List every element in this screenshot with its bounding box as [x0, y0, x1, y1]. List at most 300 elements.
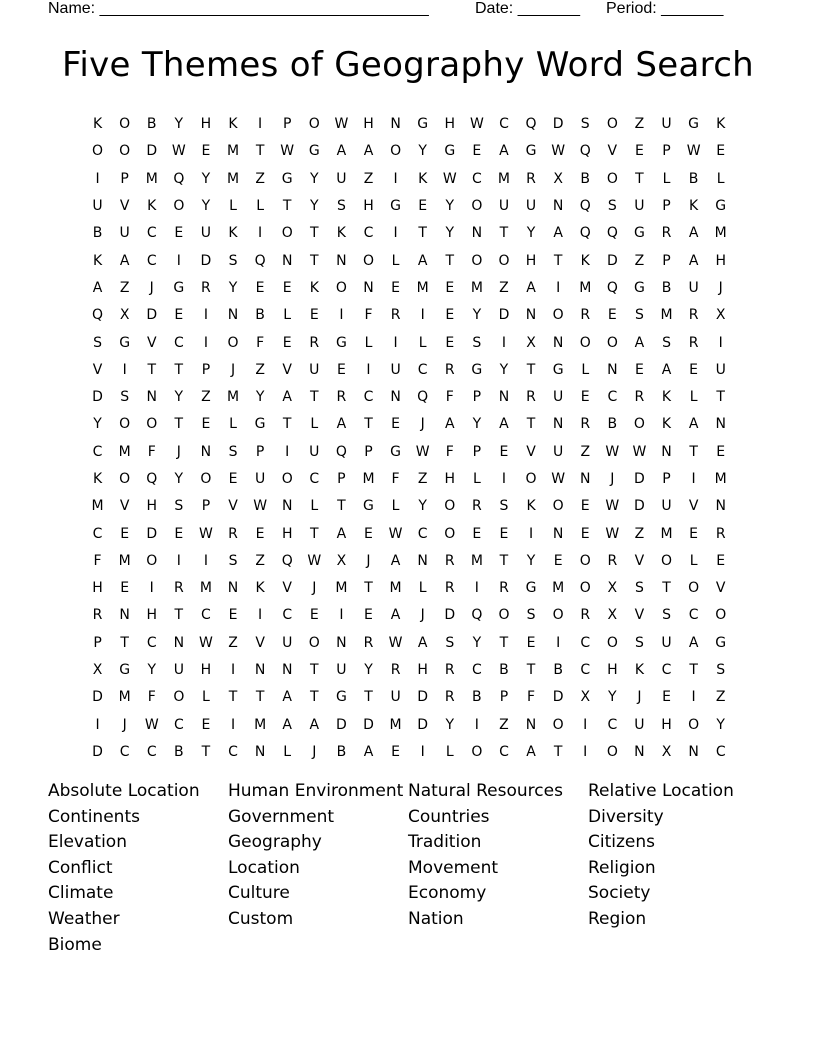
grid-letter[interactable]: R — [309, 334, 320, 351]
grid-letter[interactable]: G — [444, 143, 456, 160]
grid-letter[interactable]: Y — [526, 225, 536, 242]
grid-letter[interactable]: T — [310, 689, 319, 706]
grid-letter[interactable]: B — [146, 116, 157, 133]
grid-letter[interactable]: G — [715, 198, 727, 215]
grid-letter[interactable]: G — [281, 170, 293, 187]
grid-letter[interactable]: T — [499, 634, 509, 651]
grid-letter[interactable]: Y — [716, 716, 725, 733]
grid-letter[interactable]: T — [418, 225, 427, 242]
grid-letter[interactable]: R — [444, 552, 455, 569]
grid-letter[interactable]: N — [661, 443, 672, 460]
grid-letter[interactable]: A — [363, 743, 374, 760]
grid-letter[interactable]: N — [688, 743, 699, 760]
grid-letter[interactable]: T — [526, 361, 536, 378]
grid-letter[interactable]: T — [716, 389, 725, 406]
grid-letter[interactable]: E — [580, 525, 590, 542]
grid-letter[interactable]: E — [716, 143, 726, 160]
grid-letter[interactable]: T — [662, 580, 671, 597]
grid-letter[interactable]: K — [580, 252, 590, 269]
grid-letter[interactable]: E — [634, 361, 644, 378]
grid-letter[interactable]: I — [556, 279, 561, 296]
grid-letter[interactable]: N — [552, 416, 564, 433]
grid-letter[interactable]: A — [499, 416, 509, 433]
grid-letter[interactable]: T — [553, 743, 563, 760]
grid-letter[interactable]: M — [416, 279, 429, 296]
grid-letter[interactable]: N — [363, 279, 374, 296]
grid-letter[interactable]: O — [281, 225, 293, 242]
grid-letter[interactable]: G — [715, 634, 727, 651]
grid-letter[interactable]: G — [525, 143, 537, 160]
grid-letter[interactable]: B — [607, 416, 618, 433]
grid-letter[interactable]: W — [388, 634, 403, 651]
grid-letter[interactable]: N — [525, 716, 537, 733]
grid-letter[interactable]: V — [92, 361, 103, 378]
grid-letter[interactable]: A — [444, 416, 455, 433]
grid-letter[interactable]: C — [417, 361, 428, 378]
grid-letter[interactable]: N — [417, 552, 428, 569]
grid-letter[interactable]: I — [583, 716, 588, 733]
grid-letter[interactable]: L — [581, 361, 590, 378]
grid-letter[interactable]: Z — [255, 170, 265, 187]
grid-letter[interactable]: T — [174, 361, 184, 378]
grid-letter[interactable]: O — [362, 252, 374, 269]
grid-letter[interactable]: R — [390, 662, 401, 679]
grid-letter[interactable]: J — [230, 361, 236, 378]
grid-letter[interactable]: S — [228, 252, 238, 269]
grid-letter[interactable]: A — [526, 743, 536, 760]
grid-letter[interactable]: A — [309, 716, 320, 733]
grid-letter[interactable]: Y — [93, 416, 102, 433]
grid-letter[interactable]: I — [501, 471, 507, 487]
grid-letter[interactable]: N — [552, 525, 564, 542]
grid-letter[interactable]: S — [634, 634, 644, 651]
date-field[interactable]: Date: _______ — [475, 0, 580, 17]
grid-letter[interactable]: W — [199, 634, 213, 651]
grid-letter[interactable]: B — [580, 170, 591, 187]
grid-letter[interactable]: U — [525, 198, 537, 215]
grid-letter[interactable]: K — [228, 116, 238, 133]
grid-letter[interactable]: S — [120, 389, 130, 406]
grid-letter[interactable]: P — [282, 116, 292, 133]
grid-letter[interactable]: L — [689, 552, 698, 569]
grid-letter[interactable]: O — [606, 634, 618, 651]
grid-letter[interactable]: E — [716, 443, 726, 460]
grid-letter[interactable]: P — [662, 252, 671, 269]
grid-letter[interactable]: H — [92, 580, 103, 597]
grid-letter[interactable]: N — [579, 471, 591, 487]
grid-letter[interactable]: B — [688, 170, 699, 187]
grid-letter[interactable]: O — [688, 716, 700, 733]
grid-letter[interactable]: Y — [418, 498, 427, 515]
grid-letter[interactable]: O — [579, 334, 591, 351]
grid-letter[interactable]: Z — [255, 361, 265, 378]
grid-letter[interactable]: A — [661, 361, 672, 378]
grid-letter[interactable]: J — [176, 443, 181, 460]
grid-letter[interactable]: E — [201, 143, 211, 160]
grid-letter[interactable]: Y — [608, 689, 617, 706]
grid-letter[interactable]: O — [498, 252, 510, 269]
grid-letter[interactable]: U — [336, 170, 347, 187]
grid-letter[interactable]: V — [228, 498, 238, 515]
grid-letter[interactable]: G — [119, 662, 131, 679]
grid-letter[interactable]: I — [149, 580, 154, 597]
grid-letter[interactable]: M — [362, 471, 375, 487]
grid-letter[interactable]: G — [335, 689, 347, 706]
grid-letter[interactable]: M — [470, 552, 483, 569]
grid-letter[interactable]: H — [281, 525, 293, 542]
grid-letter[interactable]: S — [526, 607, 536, 624]
grid-letter[interactable]: V — [688, 498, 699, 515]
grid-letter[interactable]: I — [95, 170, 100, 187]
grid-letter[interactable]: E — [580, 389, 590, 406]
period-field[interactable]: Period: _______ — [606, 0, 724, 17]
grid-letter[interactable]: M — [660, 525, 673, 542]
grid-letter[interactable]: H — [715, 252, 726, 269]
grid-letter[interactable]: P — [472, 389, 482, 406]
grid-letter[interactable]: L — [256, 198, 265, 215]
grid-letter[interactable]: I — [528, 525, 534, 542]
grid-letter[interactable]: N — [254, 743, 266, 760]
grid-letter[interactable]: J — [637, 689, 642, 706]
grid-letter[interactable]: C — [228, 743, 238, 760]
grid-letter[interactable]: D — [552, 116, 564, 133]
grid-letter[interactable]: A — [119, 252, 130, 269]
grid-letter[interactable]: D — [552, 689, 564, 706]
grid-letter[interactable]: P — [662, 471, 671, 487]
grid-letter[interactable]: D — [92, 743, 103, 760]
grid-letter[interactable]: Y — [472, 416, 482, 433]
grid-letter[interactable]: G — [308, 143, 320, 160]
grid-letter[interactable]: W — [605, 443, 620, 460]
grid-letter[interactable]: M — [714, 225, 727, 242]
grid-letter[interactable]: X — [607, 607, 618, 624]
grid-letter[interactable]: G — [335, 334, 347, 351]
grid-letter[interactable]: C — [471, 170, 482, 187]
grid-letter[interactable]: P — [472, 443, 482, 460]
grid-letter[interactable]: Q — [92, 307, 104, 324]
grid-letter[interactable]: I — [285, 443, 290, 460]
grid-letter[interactable]: N — [390, 389, 401, 406]
grid-letter[interactable]: I — [258, 225, 263, 242]
grid-letter[interactable]: W — [144, 716, 159, 733]
grid-letter[interactable]: M — [552, 580, 565, 597]
grid-letter[interactable]: A — [634, 334, 645, 351]
grid-letter[interactable]: W — [605, 498, 620, 515]
grid-letter[interactable]: Y — [255, 389, 265, 406]
grid-letter[interactable]: F — [527, 689, 536, 706]
grid-letter[interactable]: T — [337, 498, 346, 515]
grid-letter[interactable]: N — [607, 361, 618, 378]
grid-letter[interactable]: K — [336, 225, 346, 242]
grid-letter[interactable]: D — [417, 689, 429, 706]
grid-letter[interactable]: I — [176, 552, 181, 569]
grid-letter[interactable]: Z — [119, 279, 130, 296]
grid-letter[interactable]: J — [718, 279, 723, 296]
grid-letter[interactable]: W — [171, 143, 186, 160]
grid-letter[interactable]: Y — [201, 198, 211, 215]
grid-letter[interactable]: L — [202, 689, 210, 706]
grid-letter[interactable]: T — [526, 416, 536, 433]
grid-letter[interactable]: U — [661, 498, 672, 515]
grid-letter[interactable]: O — [579, 580, 591, 597]
grid-letter[interactable]: K — [526, 498, 536, 515]
grid-letter[interactable]: Z — [634, 252, 645, 269]
grid-letter[interactable]: O — [119, 416, 131, 433]
grid-letter[interactable]: V — [634, 552, 645, 569]
grid-letter[interactable]: T — [526, 662, 536, 679]
grid-letter[interactable]: C — [363, 225, 374, 242]
grid-letter[interactable]: O — [633, 416, 645, 433]
grid-letter[interactable]: O — [606, 334, 618, 351]
grid-letter[interactable]: R — [444, 580, 455, 597]
grid-letter[interactable]: O — [498, 607, 510, 624]
grid-letter[interactable]: V — [282, 580, 292, 597]
grid-letter[interactable]: O — [552, 307, 564, 324]
grid-letter[interactable]: K — [147, 198, 157, 215]
grid-letter[interactable]: Z — [715, 689, 726, 706]
grid-letter[interactable]: E — [662, 689, 671, 706]
grid-letter[interactable]: C — [201, 607, 211, 624]
grid-letter[interactable]: A — [336, 525, 347, 542]
grid-letter[interactable]: E — [174, 307, 184, 324]
grid-letter[interactable]: Y — [201, 170, 211, 187]
grid-letter[interactable]: N — [336, 252, 347, 269]
grid-letter[interactable]: O — [579, 552, 591, 569]
grid-letter[interactable]: A — [363, 143, 374, 160]
grid-letter[interactable]: C — [580, 634, 591, 651]
grid-letter[interactable]: N — [173, 634, 185, 651]
grid-letter[interactable]: T — [310, 225, 319, 242]
grid-letter[interactable]: R — [363, 634, 374, 651]
grid-letter[interactable]: Q — [525, 116, 537, 133]
grid-letter[interactable]: W — [686, 143, 701, 160]
grid-letter[interactable]: U — [309, 443, 320, 460]
grid-letter[interactable]: I — [691, 689, 696, 706]
grid-letter[interactable]: S — [174, 498, 184, 515]
grid-letter[interactable]: W — [551, 471, 566, 487]
grid-letter[interactable]: E — [391, 416, 400, 433]
grid-letter[interactable]: R — [526, 389, 536, 406]
grid-letter[interactable]: G — [417, 116, 429, 133]
grid-letter[interactable]: X — [661, 743, 672, 760]
grid-letter[interactable]: C — [417, 525, 428, 542]
grid-letter[interactable]: G — [363, 498, 374, 515]
grid-letter[interactable]: E — [445, 307, 455, 324]
grid-letter[interactable]: I — [366, 361, 371, 378]
grid-letter[interactable]: B — [472, 689, 482, 706]
grid-letter[interactable]: E — [499, 443, 509, 460]
grid-letter[interactable]: R — [580, 607, 591, 624]
grid-letter[interactable]: F — [364, 307, 373, 324]
grid-letter[interactable]: U — [173, 662, 184, 679]
grid-letter[interactable]: O — [390, 143, 402, 160]
grid-letter[interactable]: B — [92, 225, 103, 242]
grid-letter[interactable]: T — [282, 416, 292, 433]
grid-letter[interactable]: S — [634, 580, 644, 597]
grid-letter[interactable]: R — [715, 525, 726, 542]
grid-letter[interactable]: G — [390, 443, 401, 460]
grid-letter[interactable]: M — [497, 170, 510, 187]
grid-letter[interactable]: X — [553, 170, 563, 187]
grid-letter[interactable]: S — [716, 662, 726, 679]
grid-letter[interactable]: I — [230, 662, 236, 679]
grid-letter[interactable]: A — [688, 225, 699, 242]
grid-letter[interactable]: U — [390, 689, 401, 706]
grid-letter[interactable]: V — [715, 580, 726, 597]
grid-letter[interactable]: K — [716, 116, 726, 133]
grid-letter[interactable]: P — [93, 634, 102, 651]
grid-letter[interactable]: Z — [228, 634, 238, 651]
grid-letter[interactable]: H — [363, 198, 374, 215]
grid-letter[interactable]: C — [146, 252, 157, 269]
grid-letter[interactable]: Q — [606, 225, 618, 242]
grid-letter[interactable]: A — [282, 689, 292, 706]
grid-letter[interactable]: O — [688, 580, 700, 597]
grid-letter[interactable]: E — [472, 143, 482, 160]
grid-letter[interactable]: Y — [472, 634, 482, 651]
grid-letter[interactable]: I — [393, 225, 398, 242]
grid-letter[interactable]: Q — [281, 552, 293, 569]
grid-letter[interactable]: W — [253, 498, 268, 515]
grid-letter[interactable]: H — [607, 662, 618, 679]
grid-letter[interactable]: A — [417, 634, 428, 651]
grid-letter[interactable]: T — [310, 252, 319, 269]
grid-letter[interactable]: K — [661, 416, 672, 433]
grid-letter[interactable]: O — [119, 116, 131, 133]
grid-letter[interactable]: U — [661, 634, 672, 651]
grid-letter[interactable]: R — [634, 389, 645, 406]
grid-letter[interactable]: S — [93, 334, 102, 351]
grid-letter[interactable]: T — [228, 689, 238, 706]
grid-letter[interactable]: I — [258, 116, 263, 133]
grid-letter[interactable]: O — [552, 498, 564, 515]
grid-letter[interactable]: R — [390, 307, 401, 324]
grid-letter[interactable]: I — [420, 743, 425, 760]
grid-letter[interactable]: F — [445, 389, 454, 406]
grid-letter[interactable]: T — [364, 580, 373, 597]
grid-letter[interactable]: L — [716, 170, 725, 187]
grid-letter[interactable]: K — [228, 225, 238, 242]
grid-letter[interactable]: Y — [445, 225, 455, 242]
grid-letter[interactable]: C — [607, 389, 618, 406]
grid-letter[interactable]: W — [307, 552, 322, 569]
grid-letter[interactable]: B — [255, 307, 265, 324]
grid-letter[interactable]: S — [336, 198, 346, 215]
grid-letter[interactable]: U — [336, 662, 347, 679]
grid-letter[interactable]: C — [146, 225, 157, 242]
grid-letter[interactable]: D — [146, 143, 158, 160]
grid-letter[interactable]: Y — [310, 170, 319, 187]
grid-letter[interactable]: D — [417, 716, 429, 733]
grid-letter[interactable]: I — [258, 607, 263, 624]
grid-letter[interactable]: M — [118, 689, 131, 706]
grid-letter[interactable]: E — [255, 279, 265, 296]
grid-letter[interactable]: Y — [418, 143, 427, 160]
grid-letter[interactable]: V — [255, 634, 265, 651]
grid-letter[interactable]: M — [470, 279, 483, 296]
grid-letter[interactable]: Q — [579, 198, 591, 215]
grid-letter[interactable]: O — [444, 525, 456, 542]
grid-letter[interactable]: X — [119, 307, 130, 324]
grid-letter[interactable]: T — [689, 443, 698, 460]
grid-letter[interactable]: P — [662, 198, 671, 215]
grid-letter[interactable]: O — [227, 334, 239, 351]
grid-letter[interactable]: I — [203, 334, 208, 351]
grid-letter[interactable]: O — [552, 716, 564, 733]
grid-letter[interactable]: M — [254, 716, 267, 733]
grid-letter[interactable]: Y — [445, 716, 455, 733]
grid-letter[interactable]: T — [120, 634, 129, 651]
grid-letter[interactable]: T — [499, 552, 509, 569]
grid-letter[interactable]: H — [525, 252, 537, 269]
grid-letter[interactable]: A — [336, 416, 347, 433]
grid-letter[interactable]: S — [580, 116, 590, 133]
grid-letter[interactable]: C — [688, 607, 699, 624]
grid-letter[interactable]: C — [580, 662, 591, 679]
grid-letter[interactable]: O — [471, 198, 483, 215]
grid-letter[interactable]: T — [445, 252, 455, 269]
grid-letter[interactable]: O — [119, 471, 131, 487]
grid-letter[interactable]: I — [122, 361, 127, 378]
grid-letter[interactable]: G — [254, 416, 266, 433]
grid-letter[interactable]: Z — [201, 389, 211, 406]
grid-letter[interactable]: H — [146, 498, 157, 515]
grid-letter[interactable]: E — [634, 143, 644, 160]
grid-letter[interactable]: U — [119, 225, 130, 242]
grid-letter[interactable]: E — [364, 607, 373, 624]
grid-letter[interactable]: S — [472, 334, 482, 351]
grid-letter[interactable]: C — [282, 607, 293, 624]
grid-letter[interactable]: R — [228, 525, 238, 542]
grid-letter[interactable]: A — [553, 225, 563, 242]
grid-letter[interactable]: T — [553, 252, 563, 269]
grid-letter[interactable]: F — [93, 552, 102, 569]
grid-letter[interactable]: E — [282, 279, 292, 296]
grid-letter[interactable]: E — [391, 743, 400, 760]
grid-letter[interactable]: M — [579, 279, 592, 296]
grid-letter[interactable]: J — [366, 552, 371, 569]
grid-letter[interactable]: O — [444, 498, 456, 515]
grid-letter[interactable]: E — [309, 307, 319, 324]
grid-letter[interactable]: X — [580, 689, 591, 706]
grid-letter[interactable]: U — [254, 471, 266, 487]
grid-letter[interactable]: N — [336, 634, 347, 651]
grid-letter[interactable]: A — [390, 552, 401, 569]
grid-letter[interactable]: V — [119, 198, 130, 215]
grid-letter[interactable]: K — [689, 198, 699, 215]
grid-letter[interactable]: M — [199, 580, 212, 597]
grid-letter[interactable]: R — [607, 552, 618, 569]
grid-letter[interactable]: R — [580, 307, 591, 324]
grid-letter[interactable]: I — [474, 580, 479, 597]
grid-letter[interactable]: E — [228, 607, 238, 624]
grid-letter[interactable]: E — [120, 525, 130, 542]
grid-letter[interactable]: U — [553, 389, 564, 406]
grid-letter[interactable]: P — [255, 443, 265, 460]
grid-letter[interactable]: Z — [634, 116, 645, 133]
grid-letter[interactable]: C — [119, 743, 130, 760]
grid-letter[interactable]: I — [474, 716, 479, 733]
grid-letter[interactable]: K — [255, 580, 265, 597]
grid-letter[interactable]: E — [526, 634, 536, 651]
grid-letter[interactable]: R — [173, 580, 184, 597]
grid-letter[interactable]: M — [226, 143, 240, 160]
grid-letter[interactable]: K — [92, 471, 103, 487]
grid-letter[interactable]: L — [689, 389, 698, 406]
grid-letter[interactable]: I — [230, 716, 236, 733]
grid-letter[interactable]: T — [255, 143, 265, 160]
grid-letter[interactable]: E — [689, 525, 699, 542]
